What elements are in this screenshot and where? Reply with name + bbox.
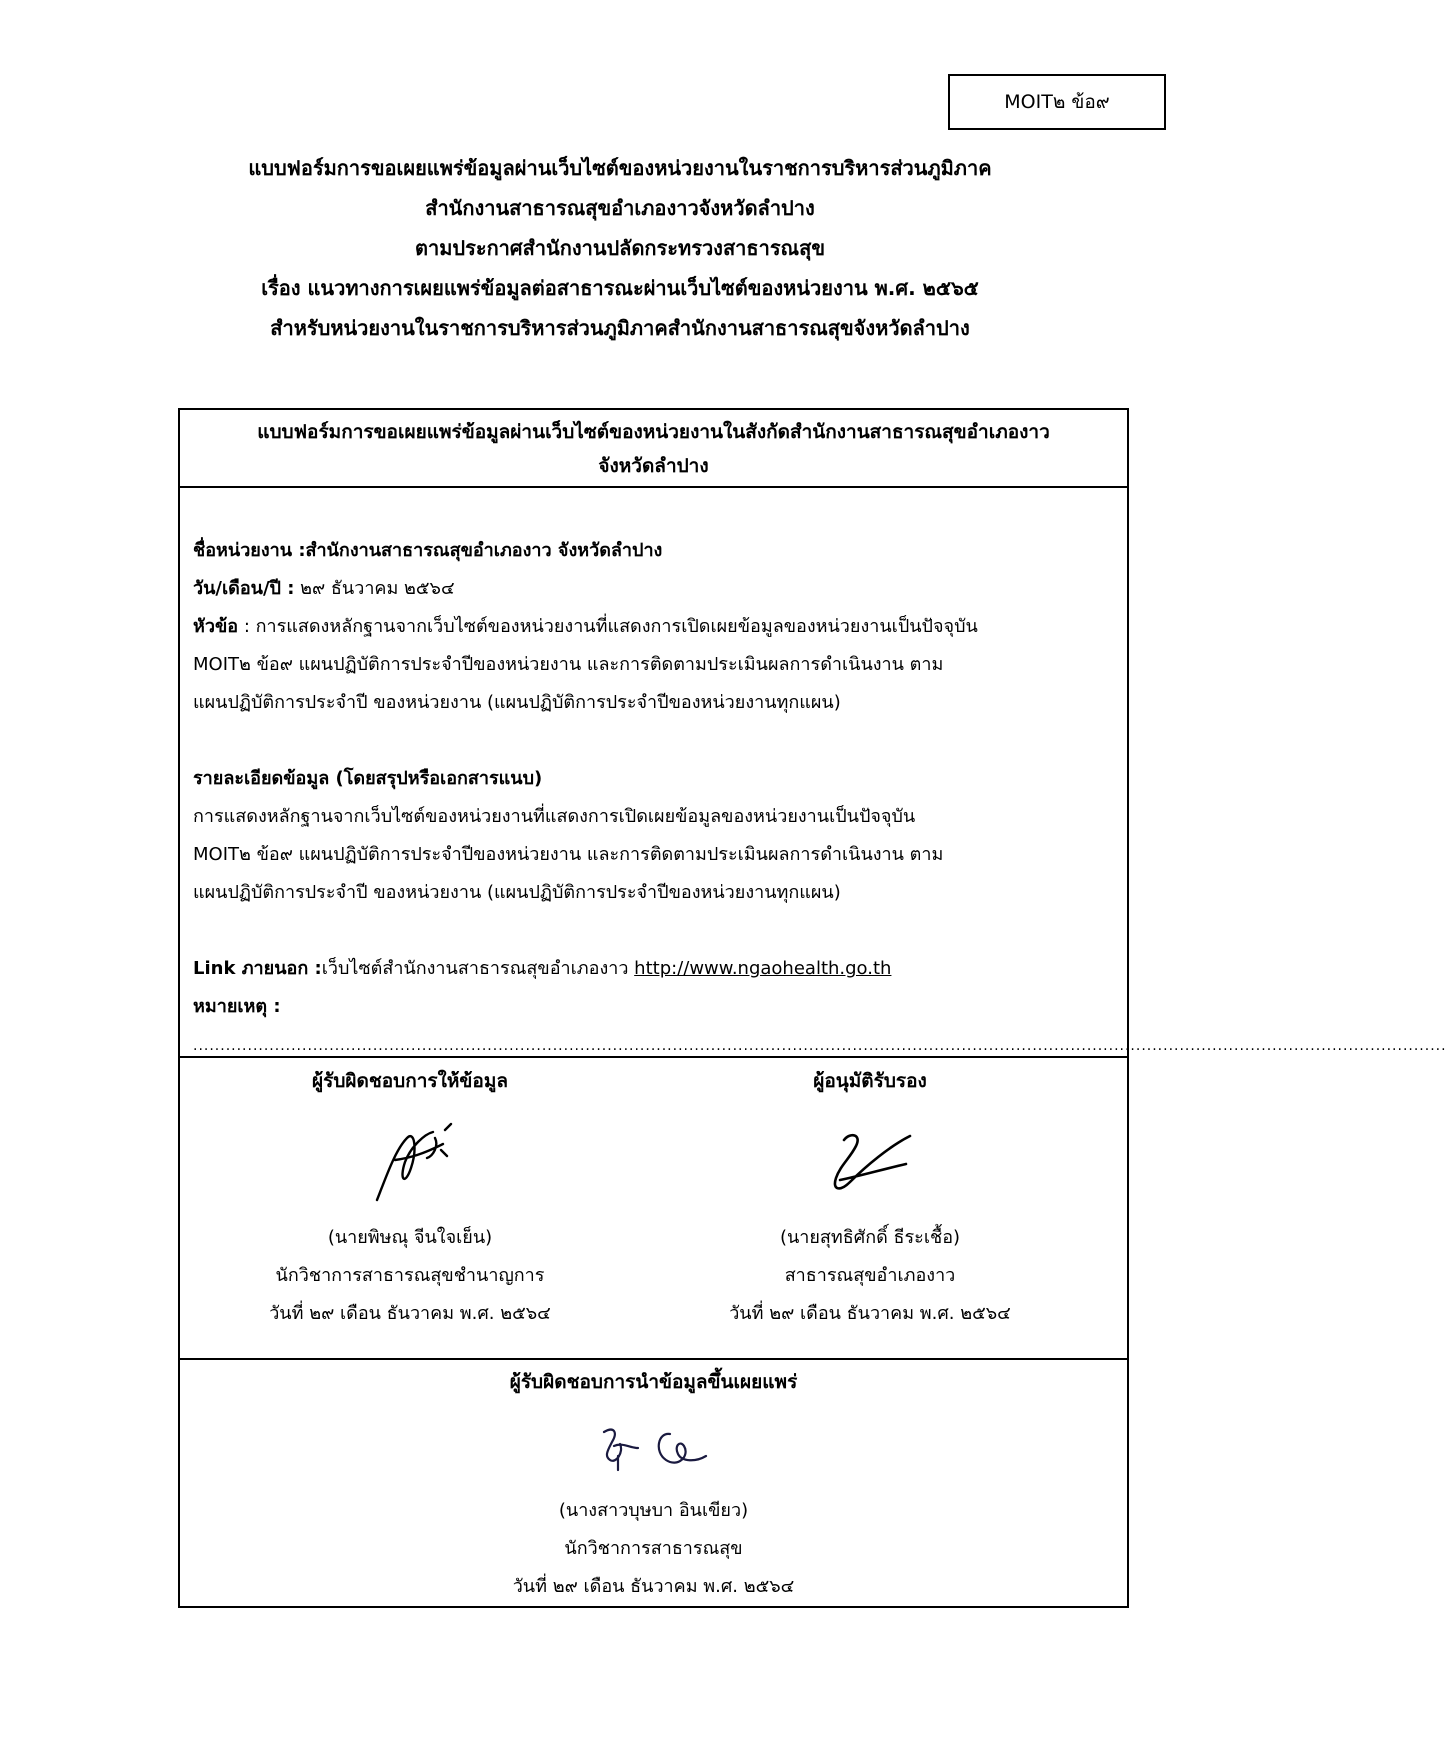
provider-signature	[180, 1101, 640, 1219]
provider-date: วันที่ ๒๙ เดือน ธันวาคม พ.ศ. ๒๕๖๔	[269, 1303, 551, 1324]
approver-position: สาธารณสุขอำเภองาว	[784, 1265, 956, 1286]
header-line-2: สำนักงานสาธารณสุขอำเภองาวจังหวัดลำปาง	[425, 196, 815, 220]
agency-row	[193, 532, 1113, 570]
detail-line-2: MOIT๒ ข้อ๙ แผนปฏิบัติการประจำปีของหน่วยงาน และการติดตามประเมินผลการดำเนินงาน ตาม	[193, 844, 944, 865]
publisher-date: วันที่ ๒๙ เดือน ธันวาคม พ.ศ. ๒๕๖๔	[512, 1576, 795, 1597]
date-label: วัน/เดือน/ปี :	[193, 578, 295, 599]
publisher-signature-block	[180, 1360, 1127, 1606]
approver-signature-block	[640, 1058, 1100, 1333]
approver-signature	[640, 1101, 1100, 1219]
publisher-position: นักวิชาการสาธารณสุข	[564, 1538, 743, 1559]
agency-label: ชื่อหน่วยงาน :	[193, 540, 306, 561]
topic-row	[193, 608, 1113, 646]
topic-line-3: แผนปฏิบัติการประจำปี ของหน่วยงาน (แผนปฏิบัติการประจำปีของหน่วยงานทุกแผน)	[193, 692, 841, 713]
topic-line-1: : การแสดงหลักฐานจากเว็บไซต์ของหน่วยงานที่แสดงการเปิดเผยข้อมูลของหน่วยงานเป็นปัจจุบัน	[238, 616, 978, 637]
request-form	[178, 408, 1447, 1608]
link-row	[193, 950, 1113, 988]
topic-line-2: MOIT๒ ข้อ๙ แผนปฏิบัติการประจำปีของหน่วยงาน และการติดตามประเมินผลการดำเนินงาน ตาม	[193, 654, 944, 675]
header-line-3: ตามประกาศสำนักงานปลัดกระทรวงสาธารณสุข	[414, 236, 825, 260]
provider-signature-block	[180, 1058, 640, 1333]
form-title	[180, 410, 1127, 488]
header-line-5: สำหรับหน่วยงานในราชการบริหารส่วนภูมิภาคสำนักงานสาธารณสุขจังหวัดลำปาง	[270, 316, 970, 340]
approver-heading: ผู้อนุมัติรับรอง	[813, 1070, 927, 1092]
topic-label: หัวข้อ	[193, 616, 239, 637]
publisher-signature	[180, 1402, 1127, 1492]
reference-box	[948, 74, 1166, 130]
link-label: Link ภายนอก :	[193, 958, 322, 979]
agency-value: สำนักงานสาธารณสุขอำเภองาว จังหวัดลำปาง	[305, 540, 663, 561]
header-line-4: เรื่อง แนวทางการเผยแพร่ข้อมูลต่อสาธารณะผ่านเว็บไซต์ของหน่วยงาน พ.ศ. ๒๕๖๕	[261, 276, 979, 300]
provider-name: (นายพิษณุ จีนใจเย็น)	[327, 1227, 493, 1248]
form-title-line-2: จังหวัดลำปาง	[598, 455, 709, 477]
note-dotted-line: ......................................................................................................................................................................................................................................	[193, 1038, 1447, 1054]
detail-label: รายละเอียดข้อมูล (โดยสรุปหรือเอกสารแนบ)	[193, 768, 543, 789]
detail-line-3: แผนปฏิบัติการประจำปี ของหน่วยงาน (แผนปฏิบัติการประจำปีของหน่วยงานทุกแผน)	[193, 882, 841, 903]
reference-label: MOIT๒ ข้อ๙	[1004, 91, 1110, 113]
date-row	[193, 570, 1113, 608]
provider-heading: ผู้รับผิดชอบการให้ข้อมูล	[312, 1070, 508, 1092]
publisher-name: (นางสาวบุษบา อินเขียว)	[558, 1500, 749, 1521]
approver-date: วันที่ ๒๙ เดือน ธันวาคม พ.ศ. ๒๕๖๔	[729, 1303, 1011, 1324]
form-body	[193, 532, 1447, 1056]
provider-position: นักวิชาการสาธารณสุขชำนาญการ	[275, 1265, 545, 1286]
publisher-heading: ผู้รับผิดชอบการนำข้อมูลขึ้นเผยแพร่	[509, 1371, 798, 1393]
detail-line-1: การแสดงหลักฐานจากเว็บไซต์ของหน่วยงานที่แสดงการเปิดเผยข้อมูลของหน่วยงานเป็นปัจจุบัน	[193, 806, 916, 827]
note-label: หมายเหตุ :	[193, 996, 281, 1017]
header-line-1: แบบฟอร์มการขอเผยแพร่ข้อมูลผ่านเว็บไซต์ของหน่วยงานในราชการบริหารส่วนภูมิภาค	[248, 156, 992, 180]
website-link[interactable]: http://www.ngaohealth.go.th	[634, 958, 892, 979]
date-value: ๒๙ ธันวาคม ๒๕๖๔	[294, 578, 455, 599]
approver-name: (นายสุทธิศักดิ์ ธีระเชื้อ)	[779, 1227, 961, 1248]
document-header	[150, 148, 1090, 348]
link-text: เว็บไซต์สำนักงานสาธารณสุขอำเภองาว	[321, 958, 635, 979]
signature-section	[180, 1056, 1127, 1360]
form-title-line-1: แบบฟอร์มการขอเผยแพร่ข้อมูลผ่านเว็บไซต์ของหน่วยงานในสังกัดสำนักงานสาธารณสุขอำเภองาว	[257, 421, 1050, 443]
